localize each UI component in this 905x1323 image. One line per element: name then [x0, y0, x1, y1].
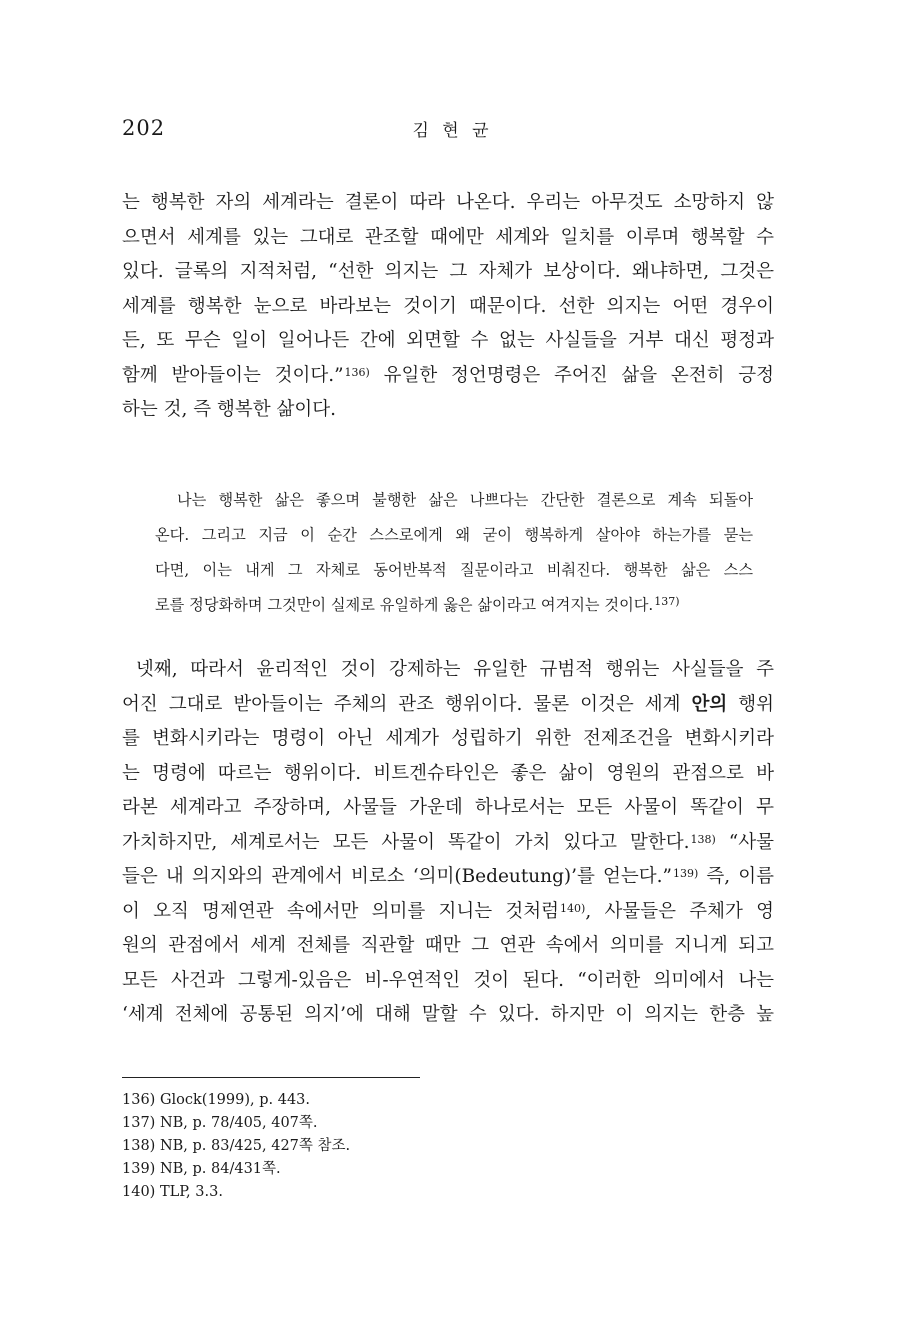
footnote-136: 136) Glock(1999), p. 443.	[122, 1092, 311, 1108]
body-paragraph-2	[122, 653, 774, 1033]
text-line: 는 행복한 자의 세계라는 결론이 따라 나온다. 우리는 아무것도 소망하지 않	[122, 192, 774, 213]
text-line: 라본 세계라고 주장하며, 사물들 가운데 하나로서는 모든 사물이 똑같이 무	[122, 797, 774, 818]
text-line: 는 명령에 따르는 행위이다. 비트겐슈타인은 좋은 삶이 영원의 관점으로 바	[122, 762, 774, 784]
text-line	[122, 359, 774, 394]
text-segment: 유일한 정언명령은 주어진 삶을 온전히 긍정	[369, 364, 774, 386]
text-segment: “사물	[715, 831, 774, 853]
text-segment: 어진 그대로 받아들이는 주체의 관조 행위이다. 물론 이것은 세계	[122, 693, 692, 715]
footnote-divider	[122, 1077, 420, 1078]
text-line	[122, 860, 774, 895]
text-segment: 가치하지만, 세계로서는 모든 사물이 똑같이 가치 있다고 말한다.	[122, 831, 690, 853]
footnote-ref-139[interactable]: 139)	[672, 867, 699, 880]
footnote-138: 138) NB, p. 83/425, 427쪽 참조.	[122, 1138, 351, 1154]
text-line: 있다. 글록의 지적처럼, “선한 의지는 그 자체가 보상이다. 왜냐하면, 그것은	[122, 261, 774, 282]
footnote-ref-140[interactable]: 140)	[560, 901, 586, 915]
text-line: 든, 또 무슨 일이 일어나든 간에 외면할 수 없는 사실들을 거부 대신 평정과	[122, 330, 774, 351]
body-paragraph-1	[122, 186, 774, 428]
text-line: 원의 관점에서 세계 전체를 직관할 때만 그 연관 속에서 의미를 지니게 되고	[122, 935, 774, 956]
footnote-137: 137) NB, p. 78/405, 407쪽.	[122, 1115, 318, 1131]
text-line: 모든 사건과 그렇게-있음은 비-우연적인 것이 된다. “이러한 의미에서 나는	[122, 969, 774, 991]
footnote-140: 140) TLP, 3.3.	[122, 1184, 223, 1200]
text-line: 를 변화시키라는 명령이 아닌 세계가 성립하기 위한 전제조건을 변화시키라	[122, 728, 774, 749]
text-line	[122, 895, 774, 930]
running-head-author: 김 현 균	[412, 121, 493, 141]
footnote-ref-138[interactable]: 138)	[690, 832, 716, 846]
text-segment: , 사물들은 주체가 영	[585, 900, 774, 922]
text-segment: 함께 받아들이는 것이다.”	[122, 364, 344, 386]
text-line: 세계를 행복한 눈으로 바라보는 것이기 때문이다. 선한 의지는 어떤 경우이	[122, 295, 774, 317]
quote-line: 나는 행복한 삶은 좋으며 불행한 삶은 나쁘다는 간단한 결론으로 계속 되돌아	[177, 491, 753, 509]
footnote-ref-137[interactable]: 137)	[654, 595, 680, 608]
page-number: 202	[122, 116, 166, 140]
text-segment: 로를 정당화하며 그것만이 실제로 유일하게 옳은 삶이라고 여겨지는 것이다.	[155, 596, 654, 614]
emphasis-text: 안의	[691, 693, 728, 715]
text-segment: 들은 내 의지와의 관계에서 비로소 ‘의미(Bedeutung)’를 얻는다.”	[122, 866, 672, 887]
text-segment: 행위	[727, 693, 774, 715]
text-line: 으면서 세계를 있는 그대로 관조할 때에만 세계와 일치를 이루며 행복할 수	[122, 226, 774, 248]
text-line	[122, 688, 774, 723]
quote-line	[155, 588, 753, 623]
quote-line: 다면, 이는 내게 그 자체로 동어반복적 질문이라고 비춰진다. 행복한 삶은 스스	[155, 561, 753, 579]
footnotes	[122, 1089, 350, 1204]
text-line: 넷째, 따라서 윤리적인 것이 강제하는 유일한 규범적 행위는 사실들을 주	[136, 659, 774, 680]
text-segment: 즉, 이름	[698, 866, 774, 887]
text-line	[122, 826, 774, 861]
quote-line: 온다. 그리고 지금 이 순간 스스로에게 왜 굳이 행복하게 살아야 하는가를 묻는	[155, 526, 753, 544]
text-line: ‘세계 전체에 공통된 의지’에 대해 말할 수 있다. 하지만 이 의지는 한층 높	[122, 1004, 774, 1025]
text-line: 하는 것, 즉 행복한 삶이다.	[122, 399, 336, 420]
footnote-139: 139) NB, p. 84/431쪽.	[122, 1161, 281, 1177]
footnote-ref-136[interactable]: 136)	[344, 365, 370, 379]
block-quote	[155, 483, 753, 623]
text-segment: 이 오직 명제연관 속에서만 의미를 지니는 것처럼	[122, 900, 560, 922]
